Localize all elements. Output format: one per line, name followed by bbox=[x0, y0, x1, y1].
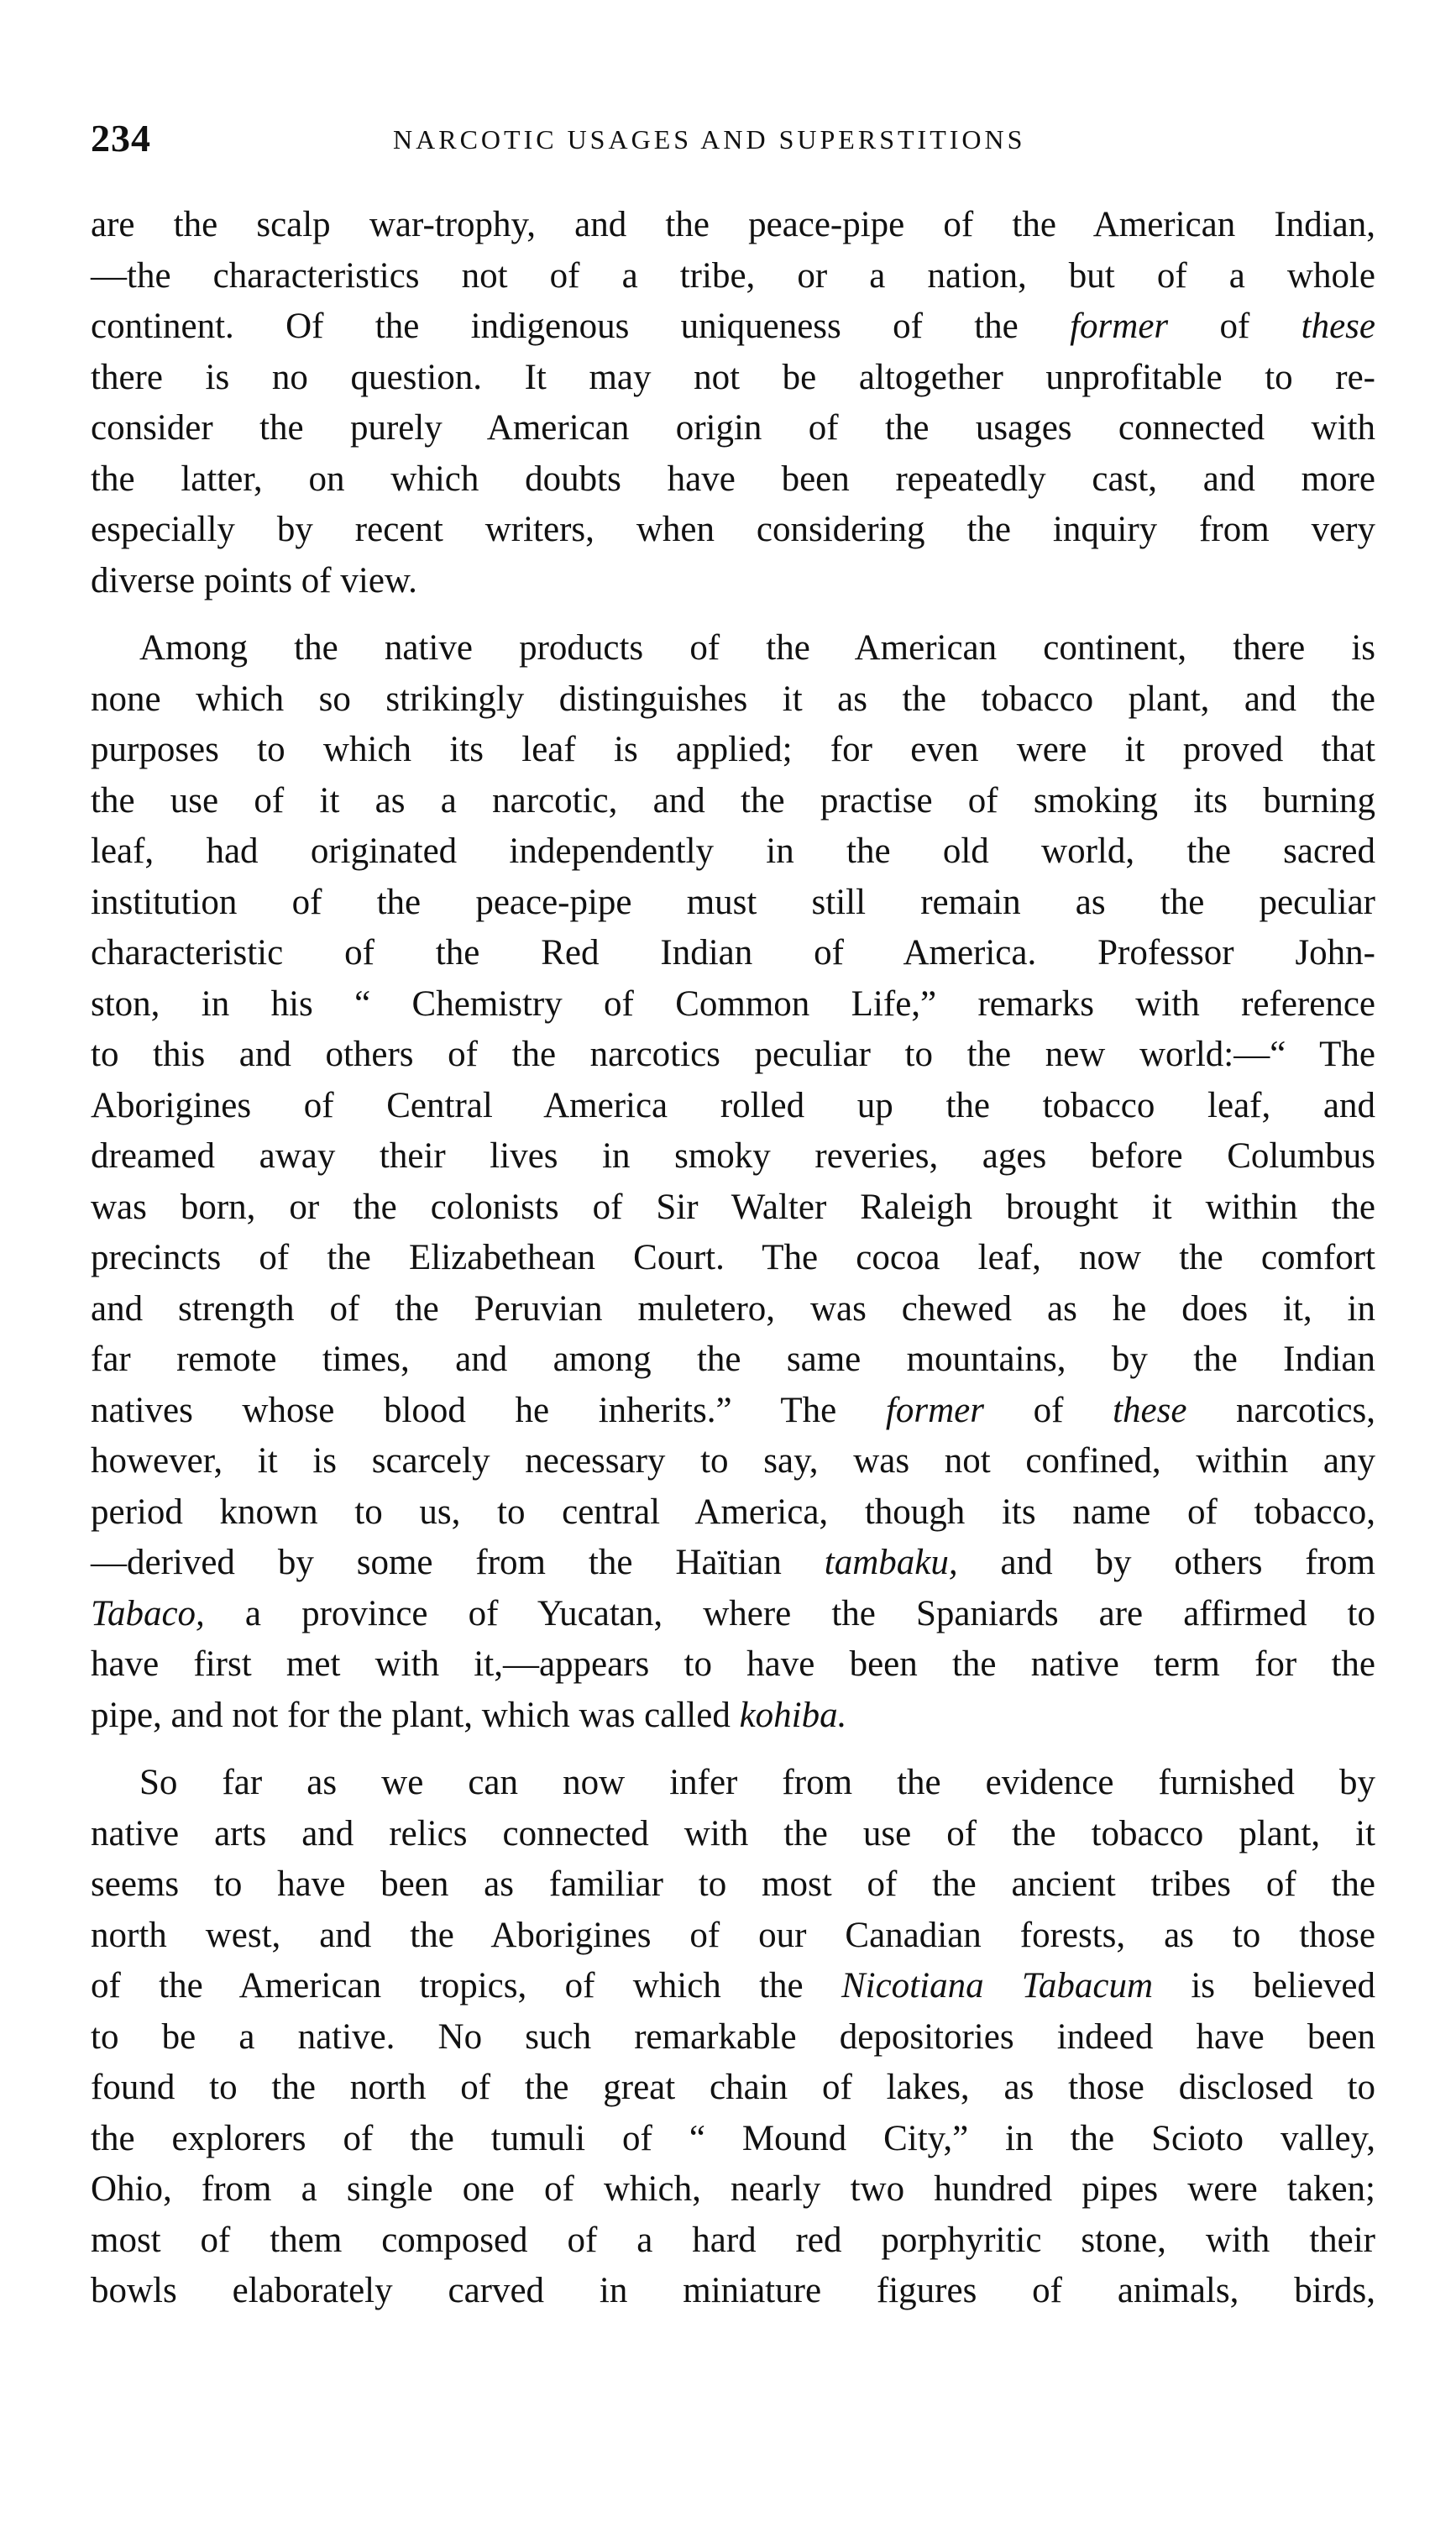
text-line: leaf, had originated independently in the old world, the sacred bbox=[91, 831, 1375, 871]
page-number: 234 bbox=[91, 117, 151, 160]
paragraph-spacer bbox=[91, 606, 1375, 623]
text-line: consider the purely American origin of the usages connected with bbox=[91, 408, 1375, 448]
text-line: seems to have been as familiar to most of the ancient tribes of the bbox=[91, 1864, 1375, 1904]
text-line: period known to us, to central America, though its name of tobacco, bbox=[91, 1492, 1375, 1532]
text-line: continent. Of the indigenous uniqueness of the former of these bbox=[91, 307, 1375, 346]
text-line: Ohio, from a single one of which, nearly two hundred pipes were taken; bbox=[91, 2169, 1375, 2209]
text-line: So far as we can now infer from the evidence furnished by bbox=[139, 1763, 1375, 1802]
text-line: Among the native products of the American continent, there is bbox=[139, 628, 1375, 668]
text-line: the explorers of the tumuli of “ Mound City,” in the Scioto valley, bbox=[91, 2118, 1375, 2158]
text-line: and strength of the Peruvian muletero, was chewed as he does it, in bbox=[91, 1288, 1375, 1329]
text-line: there is no question. It may not be altogether unprofitable to re- bbox=[91, 357, 1375, 397]
text-line: most of them composed of a hard red porphyritic stone, with their bbox=[91, 2220, 1375, 2260]
text-line: found to the north of the great chain of lakes, as those disclosed to bbox=[91, 2068, 1375, 2107]
paragraph-spacer bbox=[91, 1741, 1375, 1758]
text-line: diverse points of view. bbox=[91, 560, 417, 600]
text-line: bowls elaborately carved in miniature figures of animals, birds, bbox=[91, 2271, 1375, 2310]
body-text bbox=[91, 200, 1375, 2317]
text-line: pipe, and not for the plant, which was called kohiba. bbox=[91, 1695, 847, 1735]
text-line: Tabaco, a province of Yucatan, where the Spaniards are affirmed to bbox=[91, 1593, 1375, 1633]
text-line: north west, and the Aborigines of our Canadian forests, as to those bbox=[91, 1915, 1375, 1955]
text-line: are the scalp war-trophy, and the peace-pipe of the American Indian, bbox=[91, 205, 1375, 244]
text-line: precincts of the Elizabethean Court. The cocoa leaf, now the comfort bbox=[91, 1238, 1375, 1277]
text-line: purposes to which its leaf is applied; for even were it proved that bbox=[91, 730, 1375, 769]
text-line: Aborigines of Central America rolled up the tobacco leaf, and bbox=[91, 1085, 1375, 1125]
text-line: the use of it as a narcotic, and the practise of smoking its burning bbox=[91, 780, 1375, 821]
running-head: NARCOTIC USAGES AND SUPERSTITIONS bbox=[393, 124, 1026, 155]
paragraph-2 bbox=[91, 623, 1375, 1741]
paragraph-3 bbox=[91, 1758, 1375, 2317]
text-line: native arts and relics connected with the use of the tobacco plant, it bbox=[91, 1813, 1375, 1854]
text-line: to be a native. No such remarkable depositories indeed have been bbox=[91, 2016, 1375, 2057]
text-line: however, it is scarcely necessary to say, was not confined, within any bbox=[91, 1441, 1375, 1481]
text-line: ston, in his “ Chemistry of Common Life,” remarks with reference bbox=[91, 983, 1375, 1024]
text-line: dreamed away their lives in smoky reveries, ages before Columbus bbox=[91, 1136, 1375, 1176]
text-line: to this and others of the narcotics peculiar to the new world:—“ The bbox=[91, 1035, 1375, 1074]
text-line: the latter, on which doubts have been repeatedly cast, and more bbox=[91, 459, 1375, 499]
text-line: especially by recent writers, when considering the inquiry from very bbox=[91, 510, 1375, 549]
text-line: was born, or the colonists of Sir Walter Raleigh brought it within the bbox=[91, 1187, 1375, 1227]
text-line: natives whose blood he inherits.” The former of these narcotics, bbox=[91, 1390, 1376, 1430]
text-line: characteristic of the Red Indian of America. Professor John- bbox=[91, 933, 1375, 973]
text-line: of the American tropics, of which the Nicotiana Tabacum is believed bbox=[91, 1966, 1375, 2006]
text-line: —the characteristics not of a tribe, or a nation, but of a whole bbox=[91, 255, 1375, 296]
text-line: —derived by some from the Haïtian tambaku, and by others from bbox=[91, 1543, 1375, 1582]
text-line: institution of the peace-pipe must still remain as the peculiar bbox=[91, 882, 1375, 922]
page-header bbox=[91, 116, 1375, 166]
text-line: have first met with it,—appears to have been the native term for the bbox=[91, 1644, 1375, 1684]
text-line: none which so strikingly distinguishes it as the tobacco plant, and the bbox=[91, 679, 1375, 719]
paragraph-1 bbox=[91, 200, 1375, 606]
text-line: far remote times, and among the same mountains, by the Indian bbox=[91, 1340, 1375, 1379]
